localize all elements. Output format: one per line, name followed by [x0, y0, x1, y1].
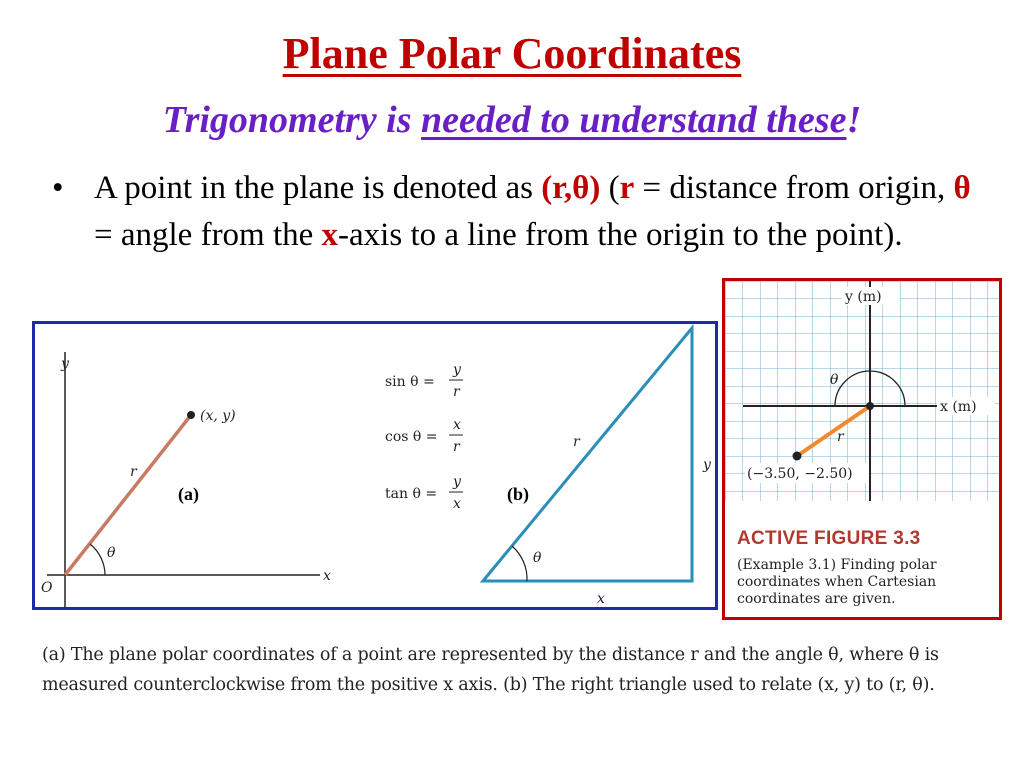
- figure-b-label: (b): [507, 484, 529, 504]
- figure-polar-triangle-svg: [35, 324, 715, 607]
- bullet-t2: (: [600, 170, 620, 206]
- equation-cos-lhs: cos θ =: [385, 429, 438, 445]
- figure-a-angle-arc: [90, 544, 105, 575]
- figure-caption: [42, 640, 1002, 700]
- bullet-r: r: [619, 170, 635, 206]
- bullet-theta: θ: [953, 170, 971, 206]
- figure-b-theta-label: θ: [533, 550, 542, 566]
- figure-b-x-label: x: [597, 591, 605, 607]
- bullet-rtheta: (r,θ): [541, 170, 601, 206]
- figure-caption-line1: (a) The plane polar coordinates of a point are represented by the distance r and the angle θ, where θ is: [42, 645, 939, 665]
- equation-cos-den: r: [453, 439, 460, 455]
- figure-a-point-label: (x, y): [200, 408, 236, 424]
- equation-sin-lhs: sin θ =: [385, 374, 435, 390]
- subtitle-underlined: needed to understand these: [421, 99, 847, 141]
- figure-a-origin-label: O: [41, 580, 53, 596]
- figure-b-angle-arc: [512, 546, 527, 581]
- bullet-t1: A point in the plane is denoted as: [94, 170, 542, 206]
- figure-b-triangle: [483, 328, 692, 581]
- active-figure-y-label: y (m): [845, 289, 882, 305]
- active-figure-graph: [725, 281, 999, 521]
- bullet-t3: = distance from origin,: [634, 170, 954, 206]
- figure-a-radius-line: [65, 415, 191, 575]
- bullet-t5: -axis to a line from the origin to the point).: [338, 217, 903, 253]
- bullet-x: x: [321, 217, 339, 253]
- active-figure-title: ACTIVE FIGURE 3.3: [737, 528, 921, 549]
- figure-a-x-label: x: [323, 568, 331, 584]
- figure-caption-line2: measured counterclockwise from the positive x axis. (b) The right triangle used to relate (x, y) to (r, θ).: [42, 675, 935, 695]
- figure-a-point: [187, 411, 195, 419]
- subtitle-part1: Trigonometry is: [162, 99, 422, 141]
- bullet-dot: •: [52, 170, 64, 206]
- slide-subtitle: [0, 100, 1024, 142]
- equation-sin-num: y: [453, 362, 461, 378]
- slide-title: Plane Polar Coordinates: [282, 29, 742, 78]
- active-figure-point-label: (−3.50, −2.50): [747, 466, 853, 482]
- trig-equations: [385, 362, 463, 512]
- equation-cos-num: x: [453, 417, 461, 433]
- figure-b-y-label: y: [703, 457, 711, 473]
- bullet-text: [94, 165, 997, 259]
- equation-tan-den: x: [453, 496, 461, 512]
- equation-tan-lhs: tan θ =: [385, 486, 438, 502]
- active-figure-panel: [722, 278, 1002, 620]
- active-figure-caption: (Example 3.1) Finding polar coordinates when Cartesian coordinates are given.: [737, 557, 937, 607]
- figure-a-theta-label: θ: [107, 545, 116, 561]
- subtitle-end: !: [846, 99, 862, 141]
- active-figure-theta-label: θ: [830, 372, 839, 388]
- figure-polar-triangle: [32, 321, 718, 610]
- figure-a-r-label: r: [130, 464, 137, 480]
- figure-a-y-label: y: [61, 356, 69, 372]
- figure-a-label: (a): [178, 484, 199, 504]
- active-figure-r-label: r: [837, 429, 844, 445]
- figure-b-r-label: r: [573, 434, 580, 450]
- bullet-point: [52, 165, 997, 259]
- active-figure-origin: [866, 402, 874, 410]
- equation-tan-num: y: [453, 474, 461, 490]
- active-figure-point: [793, 452, 802, 461]
- bullet-t4: = angle from the: [94, 217, 322, 253]
- equation-sin-den: r: [453, 384, 460, 400]
- active-figure-x-label: x (m): [940, 399, 977, 415]
